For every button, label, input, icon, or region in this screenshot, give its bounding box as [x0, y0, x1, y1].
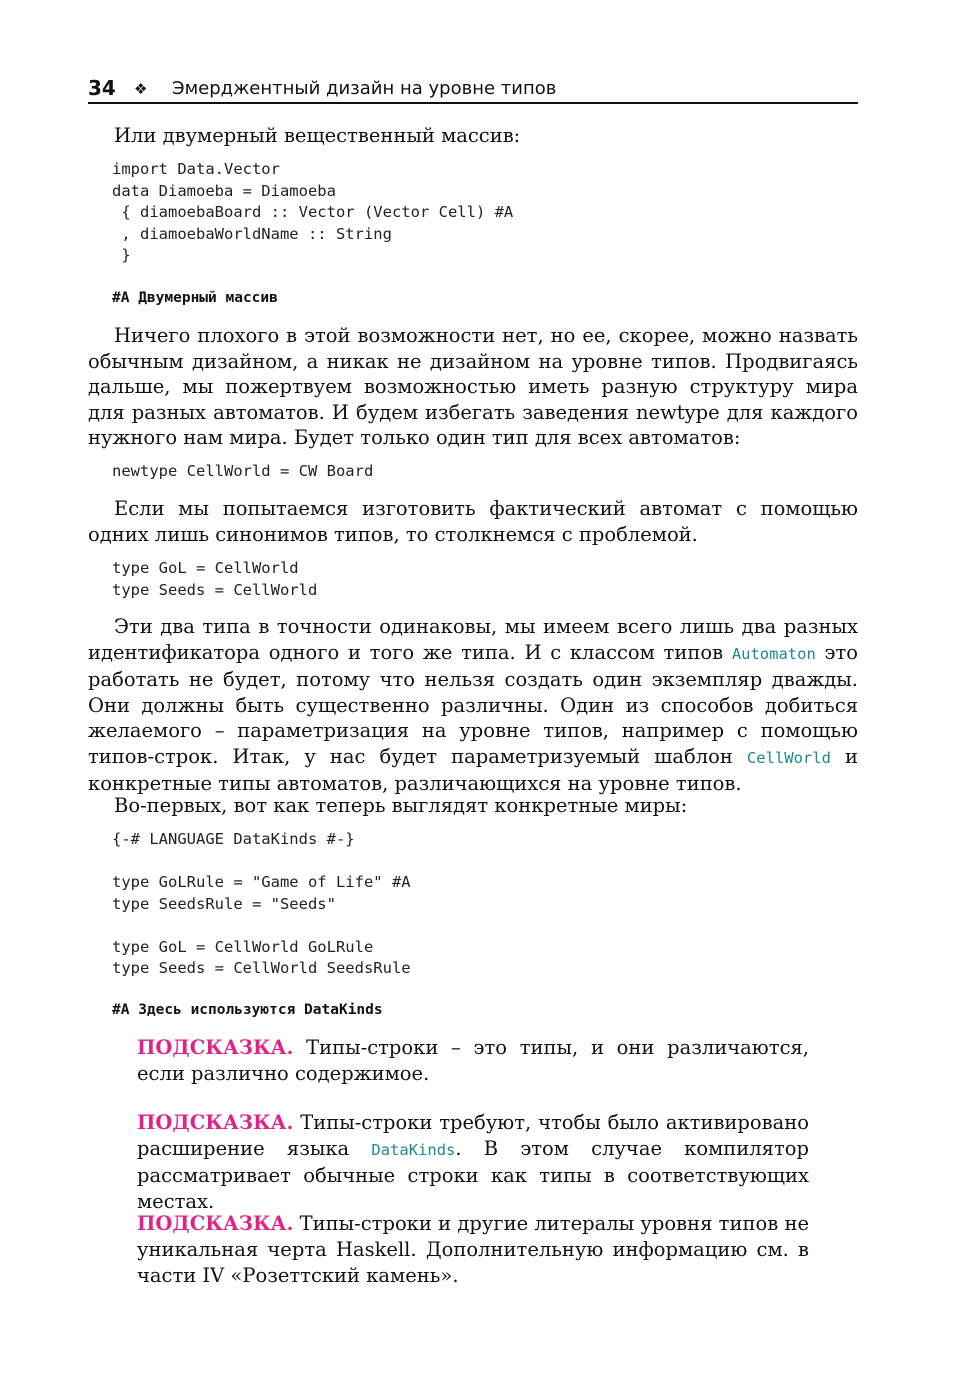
text-segment: Эти два типа в точности одинаковы, мы имеем всего лишь два разных идентификатора одного и того же типа. И с классом типов: [88, 615, 858, 664]
hint-label: ПОДСКАЗКА.: [137, 1212, 294, 1235]
paragraph-intro: Или двумерный вещественный массив:: [114, 124, 521, 147]
code-block-newtype: newtype CellWorld = CW Board: [112, 462, 374, 480]
page-header: [88, 76, 858, 104]
paragraph-parametrization: [88, 614, 858, 797]
running-title: Эмерджентный дизайн на уровне типов: [172, 78, 557, 99]
code-block-datakinds: {-# LANGUAGE DataKinds #-} type GoLRule = "Game of Life" #A type SeedsRule = "Seeds" type GoL = CellWorld GoLRule type Seeds = CellWorld SeedsRule: [112, 830, 411, 977]
hint-text: Типы-строки и другие литералы уровня типов не уникальная черта Haskell. Дополнительную информацию см. в части IV «Розеттский камень».: [137, 1212, 809, 1287]
ornament-icon: ❖: [134, 80, 148, 98]
code-annotation: #A Здесь используются DataKinds: [112, 1002, 383, 1018]
page-number: 34: [88, 76, 116, 100]
paragraph-synonyms: Если мы попытаемся изготовить фактический автомат с помощью одних лишь синонимов типов, то столкнемся с проблемой.: [88, 497, 858, 546]
hint-label: ПОДСКАЗКА.: [137, 1111, 294, 1134]
inline-code-automaton: Automaton: [731, 644, 816, 663]
code-annotation: #A Двумерный массив: [112, 290, 278, 306]
hint-text: Типы-строки – это типы, и они различаются, если различно содержимое.: [137, 1036, 809, 1085]
hint-label: ПОДСКАЗКА.: [137, 1036, 294, 1059]
hint-text: . В этом случае компилятор рассматривает обычные строки как типы в соответствующих местах.: [137, 1137, 809, 1213]
text-segment: и конкретные типы автоматов, различающихся на уровне типов.: [88, 744, 858, 795]
code-block-diamoeba: import Data.Vector data Diamoeba = Diamoeba { diamoebaBoard :: Vector (Vector Cell) #A , diamoebaWorldName :: String }: [112, 160, 514, 264]
hint-text: Типы-строки требуют, чтобы было активировано расширение языка: [137, 1111, 809, 1160]
paragraph-worlds: Во-первых, вот как теперь выглядят конкретные миры:: [114, 794, 688, 817]
hint-1: [137, 1035, 809, 1087]
inline-code-datakinds: DataKinds: [371, 1141, 456, 1159]
text-segment: это работать не будет, потому что нельзя создать один экземпляр дважды. Они должны быть существенно различны. Один из способов добиться желаемого – параметризация на уровне типов, например с помощью типов-строк. Итак, у нас будет параметризуемый шаблон: [88, 640, 858, 768]
paragraph-design: Ничего плохого в этой возможности нет, но ее, скорее, можно назвать обычным дизайном, а никак не дизайном на уровне типов. Продвигаясь дальше, мы пожертвуем возможностью иметь разную структуру мира для разных автоматов. И будем избегать заведения newtype для каждого нужного нам мира. Будет только один тип для всех автоматов:: [88, 324, 858, 449]
hint-3: [137, 1211, 809, 1289]
code-block-synonyms: type GoL = CellWorld type Seeds = CellWorld: [112, 559, 318, 599]
hint-2: [137, 1110, 809, 1215]
inline-code-cellworld: CellWorld: [746, 748, 831, 767]
